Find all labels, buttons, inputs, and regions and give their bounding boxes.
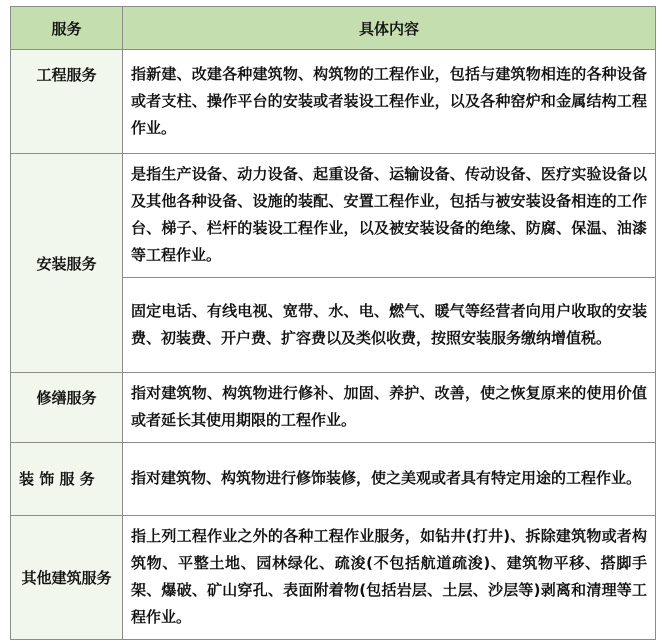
header-content: 具体内容 [123, 7, 656, 50]
table-row [11, 154, 656, 278]
service-desc-decoration: 指对建筑物、构筑物进行修饰装修，使之美观或者具有特定用途的工程作业。 [123, 443, 656, 516]
construction-services-table [10, 6, 656, 640]
header-service: 服务 [11, 7, 123, 50]
service-desc-engineering: 指新建、改建各种建筑物、构筑物的工程作业，包括与建筑物相连的各种设备或者支柱、操作平台的安装或者装设工程作业，以及各种窑炉和金属结构工程作业。 [123, 50, 656, 154]
service-desc-installation-2: 固定电话、有线电视、宽带、水、电、燃气、暖气等经营者向用户收取的安装费、初装费、开户费、扩容费以及类似收费，按照安装服务缴纳增值税。 [123, 278, 656, 373]
service-name-repair: 修缮服务 [11, 373, 123, 443]
service-name-other: 其他建筑服务 [11, 516, 123, 640]
table-row [11, 373, 656, 443]
service-name-installation: 安装服务 [11, 154, 123, 373]
service-desc-other: 指上列工程作业之外的各种工程作业服务，如钻井(打井)、拆除建筑物或者构筑物、平整土地、园林绿化、疏浚(不包括航道疏浚)、建筑物平移、搭脚手架、爆破、矿山穿孔、表面附着物(包括岩层、土层、沙层等)剥离和清理等工程作业。 [123, 516, 656, 640]
table-row [11, 443, 656, 516]
service-name-engineering: 工程服务 [11, 50, 123, 154]
service-name-decoration: 装 饰 服 务 [11, 443, 123, 516]
table-row [11, 50, 656, 154]
service-desc-installation-1: 是指生产设备、动力设备、起重设备、运输设备、传动设备、医疗实验设备以及其他各种设备、设施的装配、安置工程作业，包括与被安装设备相连的工作台、梯子、栏杆的装设工程作业，以及被安装设备的绝缘、防腐、保温、油漆等工程作业。 [123, 154, 656, 278]
table-row [11, 516, 656, 640]
table-header-row [11, 7, 656, 50]
service-desc-repair: 指对建筑物、构筑物进行修补、加固、养护、改善，使之恢复原来的使用价值或者延长其使用期限的工程作业。 [123, 373, 656, 443]
service-table-container [10, 6, 655, 640]
